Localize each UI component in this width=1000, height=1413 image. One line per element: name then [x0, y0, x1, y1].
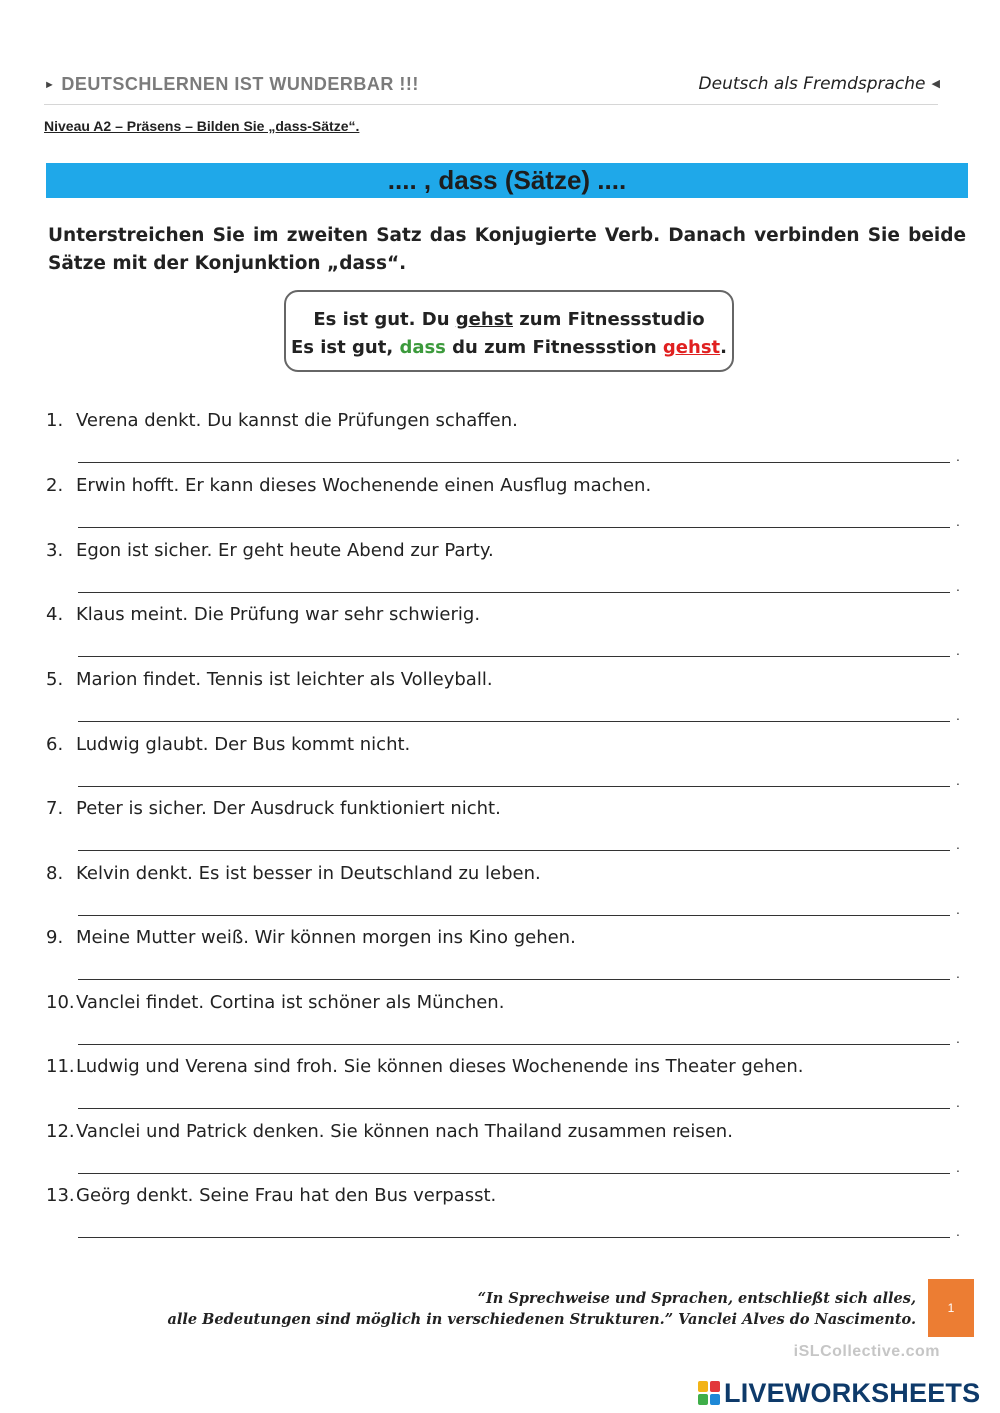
- item-text: Klaus meint. Die Prüfung war sehr schwierig.: [76, 604, 481, 625]
- exercise-item: [46, 669, 966, 723]
- answer-line[interactable]: [78, 721, 950, 722]
- worksheet-title: .... , dass (Sätze) ....: [387, 165, 627, 195]
- line-end-dot: .: [956, 1223, 960, 1239]
- answer-line[interactable]: [78, 979, 950, 980]
- line-end-dot: .: [956, 1094, 960, 1110]
- answer-line[interactable]: [78, 1173, 950, 1174]
- item-number: 10.: [46, 992, 75, 1013]
- item-number: 11.: [46, 1056, 75, 1077]
- example-verb-highlighted: gehst: [662, 337, 721, 358]
- item-number: 3.: [46, 540, 64, 561]
- exercise-item: [46, 992, 966, 1046]
- answer-line[interactable]: [78, 1237, 950, 1238]
- item-text: Verena denkt. Du kannst die Prüfungen schaffen.: [76, 410, 518, 431]
- exercise-item: [46, 927, 966, 981]
- line-end-dot: .: [956, 707, 960, 723]
- line-end-dot: .: [956, 1159, 960, 1175]
- footer-quote: [167, 1288, 916, 1330]
- item-text: Peter is sicher. Der Ausdruck funktioniert nicht.: [76, 798, 501, 819]
- line-end-dot: .: [956, 901, 960, 917]
- example-text: Es ist gut. Du: [313, 309, 456, 330]
- item-number: 4.: [46, 604, 64, 625]
- answer-line[interactable]: [78, 850, 950, 851]
- exercise-item: [46, 734, 966, 788]
- answer-line[interactable]: [78, 462, 950, 463]
- item-number: 2.: [46, 475, 64, 496]
- islcollective-watermark: iSLCollective.com: [793, 1343, 940, 1360]
- item-text: Ludwig glaubt. Der Bus kommt nicht.: [76, 734, 411, 755]
- item-text: Geörg denkt. Seine Frau hat den Bus verpasst.: [76, 1185, 497, 1206]
- item-text: Ludwig und Verena sind froh. Sie können dieses Wochenende ins Theater gehen.: [76, 1056, 804, 1077]
- exercise-item: [46, 604, 966, 658]
- triangle-bullet-icon: ►: [44, 79, 56, 91]
- header-right-title: [699, 74, 940, 94]
- answer-line[interactable]: [78, 1044, 950, 1045]
- answer-line[interactable]: [78, 915, 950, 916]
- liveworksheets-icon: [698, 1381, 720, 1405]
- exercise-item: [46, 410, 966, 464]
- exercise-item: [46, 1056, 966, 1110]
- header-divider: [44, 104, 938, 105]
- triangle-bullet-icon: ◀: [931, 77, 940, 90]
- item-number: 7.: [46, 798, 64, 819]
- answer-line[interactable]: [78, 592, 950, 593]
- quote-line-1: “In Sprechweise und Sprachen, entschließt sich alles,: [477, 1290, 916, 1307]
- item-number: 13.: [46, 1185, 75, 1206]
- item-text: Kelvin denkt. Es ist besser in Deutschland zu leben.: [76, 863, 541, 884]
- line-end-dot: .: [956, 448, 960, 464]
- liveworksheets-logo[interactable]: [698, 1378, 980, 1408]
- item-text: Erwin hofft. Er kann dieses Wochenende einen Ausflug machen.: [76, 475, 652, 496]
- page-number-badge: 1: [928, 1279, 974, 1337]
- line-end-dot: .: [956, 578, 960, 594]
- exercise-item: [46, 1185, 966, 1239]
- worksheet-subtitle: Niveau A2 – Präsens – Bilden Sie „dass-Sätze“.: [44, 118, 360, 134]
- example-verb: gehst: [455, 309, 514, 330]
- example-text: zum Fitnessstudio: [513, 309, 705, 330]
- item-text: Vanclei findet. Cortina ist schöner als München.: [76, 992, 505, 1013]
- item-number: 5.: [46, 669, 64, 690]
- line-end-dot: .: [956, 642, 960, 658]
- line-end-dot: .: [956, 772, 960, 788]
- exercise-item: [46, 475, 966, 529]
- line-end-dot: .: [956, 1030, 960, 1046]
- instruction-text: Unterstreichen Sie im zweiten Satz das Konjugierte Verb. Danach verbinden Sie beide Sätze mit der Konjunktion „dass“.: [48, 225, 966, 274]
- answer-line[interactable]: [78, 656, 950, 657]
- answer-line[interactable]: [78, 786, 950, 787]
- liveworksheets-brand: LIVEWORKSHEETS: [724, 1377, 981, 1408]
- item-text: Marion findet. Tennis ist leichter als Volleyball.: [76, 669, 493, 690]
- line-end-dot: .: [956, 513, 960, 529]
- line-end-dot: .: [956, 836, 960, 852]
- header-right-text: Deutsch als Fremdsprache: [698, 74, 926, 94]
- answer-line[interactable]: [78, 1108, 950, 1109]
- exercise-item: [46, 863, 966, 917]
- quote-line-2: alle Bedeutungen sind möglich in verschiedenen Strukturen.” Vanclei Alves do Nascimento.: [167, 1311, 916, 1328]
- example-line-1: [286, 306, 732, 334]
- line-end-dot: .: [956, 965, 960, 981]
- item-number: 8.: [46, 863, 64, 884]
- example-text: du zum Fitnessstion: [445, 337, 663, 358]
- item-number: 1.: [46, 410, 64, 431]
- answer-line[interactable]: [78, 527, 950, 528]
- example-line-2: [286, 334, 732, 362]
- exercise-item: [46, 540, 966, 594]
- item-text: Vanclei und Patrick denken. Sie können nach Thailand zusammen reisen.: [76, 1121, 733, 1142]
- example-text: Es ist gut,: [290, 337, 400, 358]
- item-text: Egon ist sicher. Er geht heute Abend zur Party.: [76, 540, 494, 561]
- item-number: 9.: [46, 927, 64, 948]
- exercise-item: [46, 1121, 966, 1175]
- example-box: [284, 290, 734, 372]
- item-number: 6.: [46, 734, 64, 755]
- header-left-text: DEUTSCHLERNEN IST WUNDERBAR !!!: [61, 74, 419, 94]
- exercise-item: [46, 798, 966, 852]
- item-number: 12.: [46, 1121, 75, 1142]
- example-conjunction: dass: [399, 337, 446, 358]
- header-left-title: [44, 74, 419, 95]
- item-text: Meine Mutter weiß. Wir können morgen ins Kino gehen.: [76, 927, 576, 948]
- example-text: .: [720, 337, 727, 358]
- title-banner: [46, 163, 968, 198]
